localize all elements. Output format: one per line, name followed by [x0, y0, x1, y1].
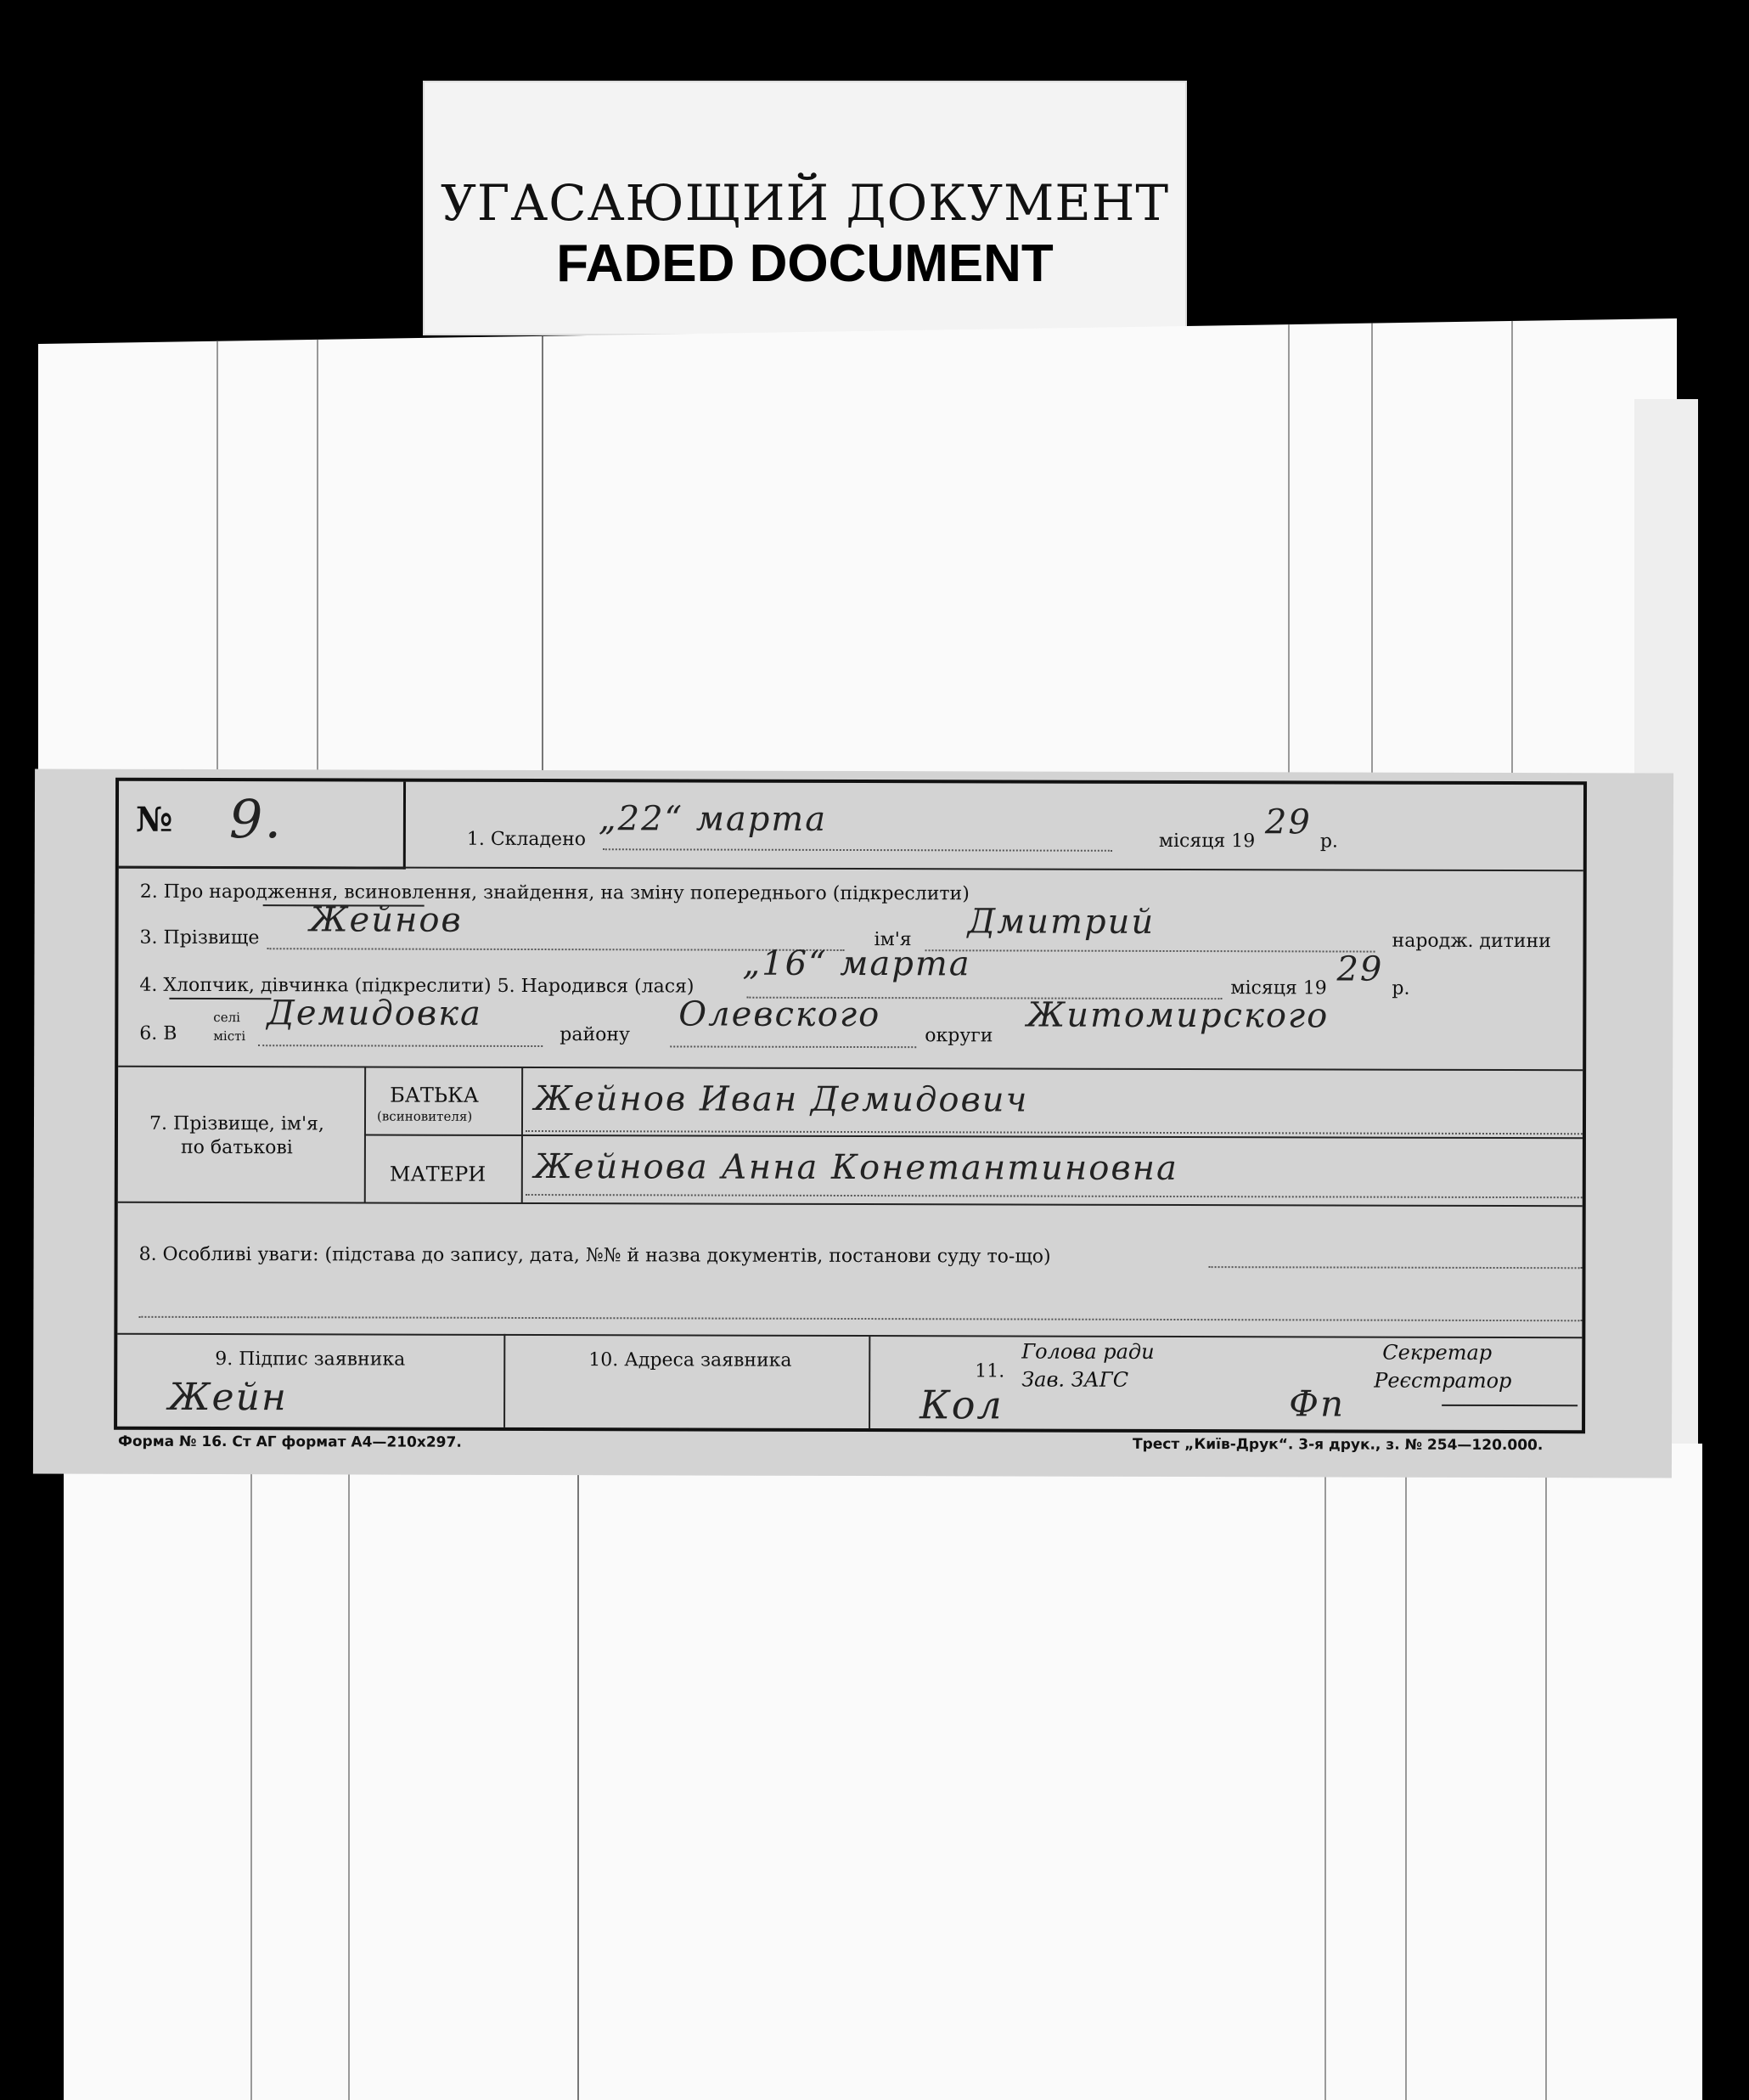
district-value: Олевского	[678, 994, 881, 1035]
dotted-line	[258, 1044, 543, 1047]
birth-suffix: р.	[1392, 977, 1410, 999]
head-label: Голова ради	[1021, 1339, 1155, 1364]
applicant-signature-label: 9. Підпис заявника	[215, 1348, 406, 1371]
dotted-line	[138, 1316, 1582, 1321]
zags-label: Зав. ЗАГС	[1021, 1367, 1129, 1392]
record-number: 9.	[228, 788, 284, 851]
cell-divider	[869, 1335, 870, 1428]
ledger-rule	[1545, 1444, 1547, 2100]
compiled-date: „22“ марта	[598, 799, 828, 839]
father-name: Жейнов Иван Демидович	[534, 1079, 1029, 1120]
signature-stroke	[1442, 1405, 1577, 1406]
father-sublabel: (всиновителя)	[376, 1108, 473, 1124]
ledger-rule	[217, 318, 218, 794]
secretary-label: Секретар	[1382, 1340, 1493, 1365]
form-frame	[114, 778, 1587, 1434]
compiled-suffix: р.	[1319, 830, 1338, 853]
applicant-signature: Жейн	[168, 1375, 289, 1420]
compiled-month-label: місяця 19	[1158, 830, 1256, 853]
sex-birth-label: 4. Хлопчик, дівчинка (підкреслити) 5. Народився (лася)	[139, 974, 695, 998]
event-type-label: 2. Про народження, всиновлення, знайдення, на зміну попереднього (підкреслити)	[139, 881, 970, 905]
father-label: БАТЬКА	[390, 1083, 479, 1107]
dotted-line	[526, 1130, 1583, 1134]
ledger-page-upper	[38, 318, 1677, 794]
registrar-label: Реєстратор	[1374, 1368, 1512, 1393]
applicant-address-label: 10. Адреса заявника	[588, 1349, 792, 1371]
dotted-line	[603, 848, 1112, 852]
birth-month-label: місяця 19	[1230, 977, 1327, 999]
village-label: селі	[213, 1010, 240, 1026]
ledger-rule	[542, 318, 543, 794]
ledger-rule	[1405, 1444, 1407, 2100]
record-number-box	[119, 781, 406, 870]
parents-label	[139, 1112, 335, 1161]
surname-value: Жейнов	[309, 900, 463, 940]
mother-label: МАТЕРИ	[389, 1162, 486, 1186]
ledger-rule	[317, 318, 318, 794]
given-name-value: Дмитрий	[967, 902, 1156, 942]
dotted-line	[670, 1045, 916, 1048]
given-name-label: ім'я	[874, 929, 912, 951]
label-title-en: FADED DOCUMENT	[556, 234, 1054, 293]
ledger-rule	[1371, 318, 1373, 794]
birth-date: „16“ марта	[742, 943, 971, 984]
ledger-rule	[348, 1444, 350, 2100]
remarks-label: 8. Особливі уваги: (підстава до запису, дата, №№ й назва документів, постанови суду то-що)	[138, 1243, 1051, 1268]
row-divider	[118, 1202, 1583, 1208]
label-title-ru: УГАСАЮЩИЙ ДОКУМЕНТ	[440, 174, 1170, 232]
head-number-label: 11.	[975, 1360, 1005, 1382]
row-divider	[118, 1066, 1583, 1072]
compiled-year: 29	[1264, 802, 1312, 842]
dotted-line	[925, 949, 1375, 952]
form-footer-left: Форма № 16. Ст АГ формат А4—210х297.	[117, 1433, 462, 1451]
city-label: місті	[213, 1028, 246, 1044]
surname-label: 3. Прізвище	[139, 926, 260, 949]
birth-year: 29	[1336, 949, 1384, 989]
ledger-page-lower	[64, 1444, 1702, 2100]
okrug-label: округи	[925, 1025, 993, 1047]
ledger-rule	[1324, 1444, 1326, 2100]
cell-divider	[503, 1334, 505, 1427]
district-label: району	[560, 1024, 631, 1046]
ledger-rule	[1288, 318, 1290, 794]
place-value: Демидовка	[267, 994, 482, 1033]
secretary-signature: Фп	[1289, 1382, 1346, 1425]
underline-boy	[169, 998, 271, 999]
row-divider	[117, 1333, 1582, 1339]
parents-label-text: 7. Прізвище, ім'я, по батькові	[149, 1112, 324, 1159]
place-label: 6. В	[139, 1022, 177, 1044]
row-divider	[364, 1134, 1583, 1139]
form-footer-right: Трест „Київ-Друк“. 3-я друк., з. № 254—120.000.	[1132, 1435, 1544, 1455]
faded-document-label	[423, 81, 1187, 335]
mother-name: Жейнова Анна Конетантиновна	[533, 1147, 1178, 1189]
okrug-value: Житомирского	[1026, 995, 1330, 1036]
ledger-rule	[577, 1444, 579, 2100]
ledger-rule	[250, 1444, 252, 2100]
dotted-line	[526, 1194, 1583, 1198]
compiled-label: 1. Складено	[466, 828, 587, 851]
birth-record-form	[33, 768, 1673, 1478]
number-sign: №	[135, 799, 173, 840]
ledger-rule	[1511, 318, 1513, 794]
child-suffix: народж. дитини	[1392, 930, 1551, 953]
head-signature: Кол	[919, 1382, 1004, 1428]
dotted-line	[1209, 1266, 1583, 1269]
